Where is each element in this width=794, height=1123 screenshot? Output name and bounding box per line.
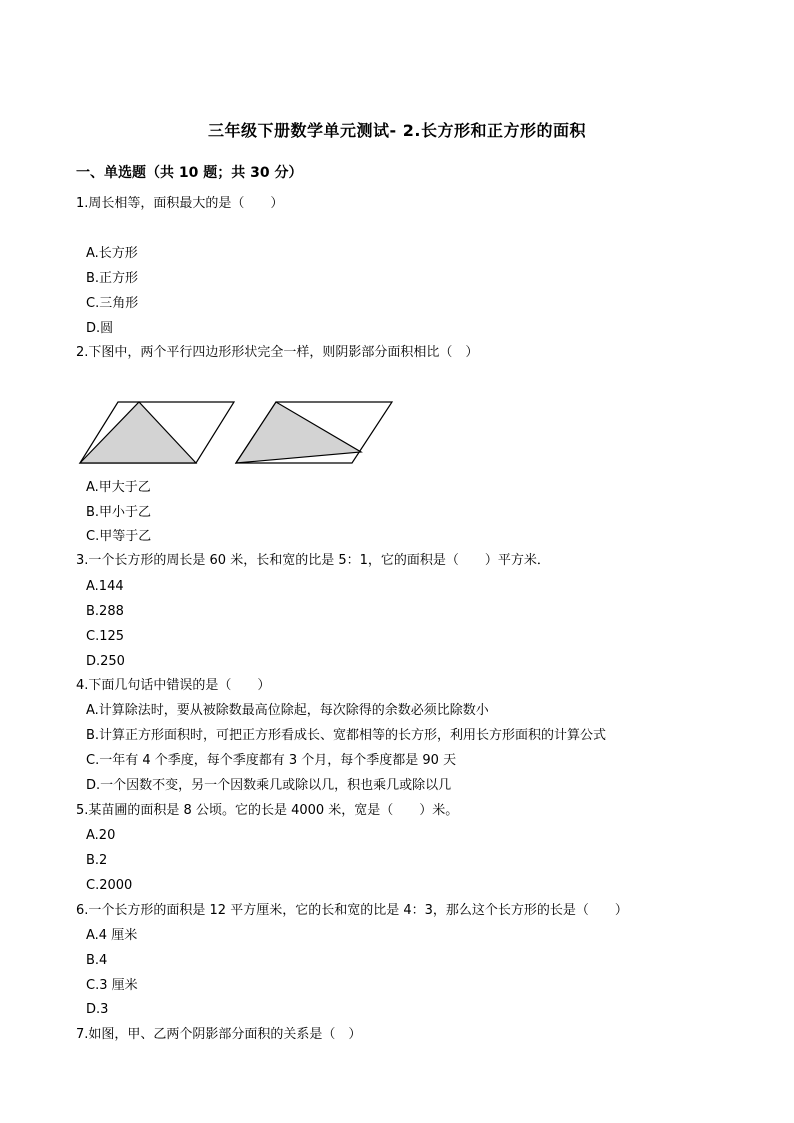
shaded-triangle-b (236, 402, 361, 463)
question-4-option-d[interactable]: D.一个因数不变，另一个因数乘几或除以几，积也乘几或除以几 (86, 778, 452, 793)
question-3-option-d[interactable]: D.250 (86, 654, 125, 669)
question-1-stem: 1.周长相等，面积最大的是（ ） (76, 196, 284, 211)
question-2-option-b[interactable]: B.甲小于乙 (86, 505, 152, 520)
question-3-stem: 3.一个长方形的周长是 60 米，长和宽的比是 5：1，它的面积是（ ）平方米． (76, 553, 550, 568)
question-3-option-c[interactable]: C.125 (86, 629, 125, 644)
question-2-option-c[interactable]: C.甲等于乙 (86, 529, 152, 544)
question-5-option-a[interactable]: A.20 (86, 828, 116, 843)
question-4-option-a[interactable]: A.计算除法时，要从被除数最高位除起，每次除得的余数必须比除数小 (86, 703, 489, 718)
page-title: 三年级下册数学单元测试- 2.长方形和正方形的面积 (208, 121, 586, 140)
question-5-option-c[interactable]: C.2000 (86, 878, 133, 893)
question-6-option-a[interactable]: A.4 厘米 (86, 928, 138, 943)
section-heading: 一、单选题（共 10 题；共 30 分） (76, 165, 303, 181)
question-6-option-d[interactable]: D.3 (86, 1002, 109, 1017)
question-5-option-b[interactable]: B.2 (86, 853, 108, 868)
question-6-option-c[interactable]: C.3 厘米 (86, 978, 138, 993)
question-1-option-b[interactable]: B.正方形 (86, 271, 139, 286)
parallelograms-figure (76, 398, 396, 468)
question-4-stem: 4.下面几句话中错误的是（ ） (76, 678, 271, 693)
question-1-option-a[interactable]: A.长方形 (86, 246, 138, 261)
question-6-option-b[interactable]: B.4 (86, 953, 108, 968)
question-7-stem: 7.如图，甲、乙两个阴影部分面积的关系是（ ） (76, 1027, 362, 1042)
question-6-stem: 6.一个长方形的面积是 12 平方厘米，它的长和宽的比是 4：3，那么这个长方形的长是（ ） (76, 903, 628, 918)
question-5-stem: 5.某苗圃的面积是 8 公顷。它的长是 4000 米，宽是（ ）米。 (76, 803, 459, 818)
question-3-option-a[interactable]: A.144 (86, 579, 124, 594)
shaded-triangle-a (80, 402, 196, 463)
question-4-option-c[interactable]: C.一年有 4 个季度，每个季度都有 3 个月，每个季度都是 90 天 (86, 753, 457, 768)
question-1-option-d[interactable]: D.圆 (86, 321, 114, 336)
question-4-option-b[interactable]: B.计算正方形面积时，可把正方形看成长、宽都相等的长方形，利用长方形面积的计算公式 (86, 728, 607, 743)
question-2-stem: 2.下图中，两个平行四边形形状完全一样，则阴影部分面积相比（ ） (76, 345, 479, 360)
question-2-option-a[interactable]: A.甲大于乙 (86, 480, 151, 495)
question-3-option-b[interactable]: B.288 (86, 604, 124, 619)
question-1-option-c[interactable]: C.三角形 (86, 296, 139, 311)
